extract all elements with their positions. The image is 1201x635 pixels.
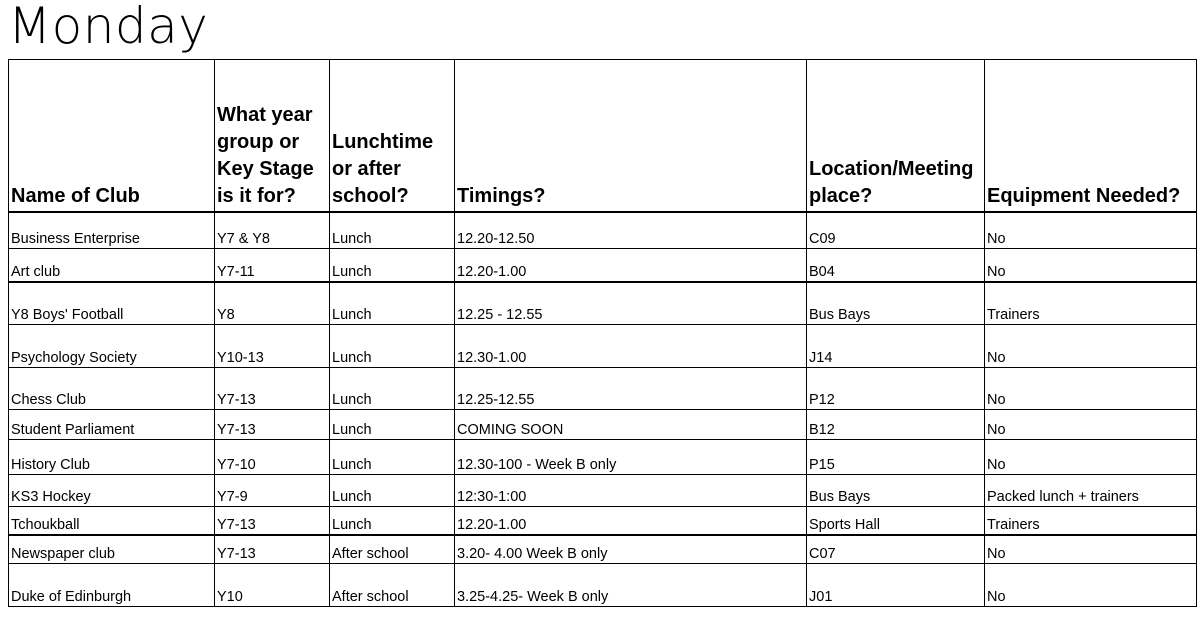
cell-equipment: No <box>985 367 1197 409</box>
table-row <box>9 367 1197 409</box>
cell-session: Lunch <box>330 409 455 439</box>
table-row <box>9 439 1197 474</box>
table-row <box>9 212 1197 248</box>
page-title: Monday <box>8 0 209 55</box>
cell-year-group: Y7 & Y8 <box>215 212 330 248</box>
header-timings: Timings? <box>455 60 807 213</box>
cell-timings: 3.20- 4.00 Week B only <box>455 535 807 563</box>
cell-location: C09 <box>807 212 985 248</box>
header-year-group: What year group or Key Stage is it for? <box>215 60 330 213</box>
table-row <box>9 474 1197 506</box>
header-equipment: Equipment Needed? <box>985 60 1197 213</box>
cell-club-name: Art club <box>9 248 215 282</box>
cell-timings: 12.30-100 - Week B only <box>455 439 807 474</box>
table-header-row <box>9 60 1197 213</box>
header-location: Location/Meeting place? <box>807 60 985 213</box>
cell-equipment: No <box>985 248 1197 282</box>
cell-year-group: Y10-13 <box>215 324 330 367</box>
table-row <box>9 409 1197 439</box>
cell-location: B04 <box>807 248 985 282</box>
cell-location: B12 <box>807 409 985 439</box>
header-lunch-or-after-school: Lunchtime or after school? <box>330 60 455 213</box>
table-row <box>9 506 1197 535</box>
cell-club-name: Tchoukball <box>9 506 215 535</box>
cell-location: C07 <box>807 535 985 563</box>
cell-timings: 12:30-1:00 <box>455 474 807 506</box>
cell-timings: COMING SOON <box>455 409 807 439</box>
cell-session: Lunch <box>330 506 455 535</box>
cell-year-group: Y10 <box>215 563 330 606</box>
cell-timings: 12.20-12.50 <box>455 212 807 248</box>
cell-timings: 3.25-4.25- Week B only <box>455 563 807 606</box>
clubs-table <box>8 59 1197 607</box>
cell-year-group: Y8 <box>215 282 330 324</box>
table-row <box>9 563 1197 606</box>
cell-session: Lunch <box>330 439 455 474</box>
table-row <box>9 248 1197 282</box>
cell-session: After school <box>330 535 455 563</box>
cell-session: Lunch <box>330 248 455 282</box>
cell-club-name: Chess Club <box>9 367 215 409</box>
cell-equipment: No <box>985 563 1197 606</box>
cell-location: P12 <box>807 367 985 409</box>
cell-equipment: Trainers <box>985 282 1197 324</box>
cell-location: J14 <box>807 324 985 367</box>
cell-session: Lunch <box>330 324 455 367</box>
cell-club-name: Student Parliament <box>9 409 215 439</box>
cell-year-group: Y7-13 <box>215 535 330 563</box>
cell-year-group: Y7-13 <box>215 367 330 409</box>
cell-year-group: Y7-11 <box>215 248 330 282</box>
cell-club-name: History Club <box>9 439 215 474</box>
cell-year-group: Y7-9 <box>215 474 330 506</box>
cell-club-name: Newspaper club <box>9 535 215 563</box>
cell-equipment: Trainers <box>985 506 1197 535</box>
header-name-of-club: Name of Club <box>9 60 215 213</box>
cell-session: Lunch <box>330 367 455 409</box>
table-row <box>9 535 1197 563</box>
cell-session: After school <box>330 563 455 606</box>
cell-timings: 12.20-1.00 <box>455 248 807 282</box>
cell-equipment: Packed lunch + trainers <box>985 474 1197 506</box>
cell-location: J01 <box>807 563 985 606</box>
cell-timings: 12.25-12.55 <box>455 367 807 409</box>
cell-equipment: No <box>985 324 1197 367</box>
cell-session: Lunch <box>330 212 455 248</box>
cell-year-group: Y7-13 <box>215 409 330 439</box>
cell-timings: 12.25 - 12.55 <box>455 282 807 324</box>
cell-club-name: Psychology Society <box>9 324 215 367</box>
cell-session: Lunch <box>330 282 455 324</box>
cell-equipment: No <box>985 535 1197 563</box>
cell-year-group: Y7-10 <box>215 439 330 474</box>
cell-location: Bus Bays <box>807 282 985 324</box>
cell-club-name: Business Enterprise <box>9 212 215 248</box>
cell-session: Lunch <box>330 474 455 506</box>
cell-year-group: Y7-13 <box>215 506 330 535</box>
cell-equipment: No <box>985 212 1197 248</box>
table-row <box>9 324 1197 367</box>
cell-location: Bus Bays <box>807 474 985 506</box>
cell-club-name: Duke of Edinburgh <box>9 563 215 606</box>
cell-timings: 12.30-1.00 <box>455 324 807 367</box>
cell-location: Sports Hall <box>807 506 985 535</box>
cell-club-name: KS3 Hockey <box>9 474 215 506</box>
cell-equipment: No <box>985 439 1197 474</box>
cell-location: P15 <box>807 439 985 474</box>
cell-club-name: Y8 Boys' Football <box>9 282 215 324</box>
cell-equipment: No <box>985 409 1197 439</box>
table-row <box>9 282 1197 324</box>
cell-timings: 12.20-1.00 <box>455 506 807 535</box>
